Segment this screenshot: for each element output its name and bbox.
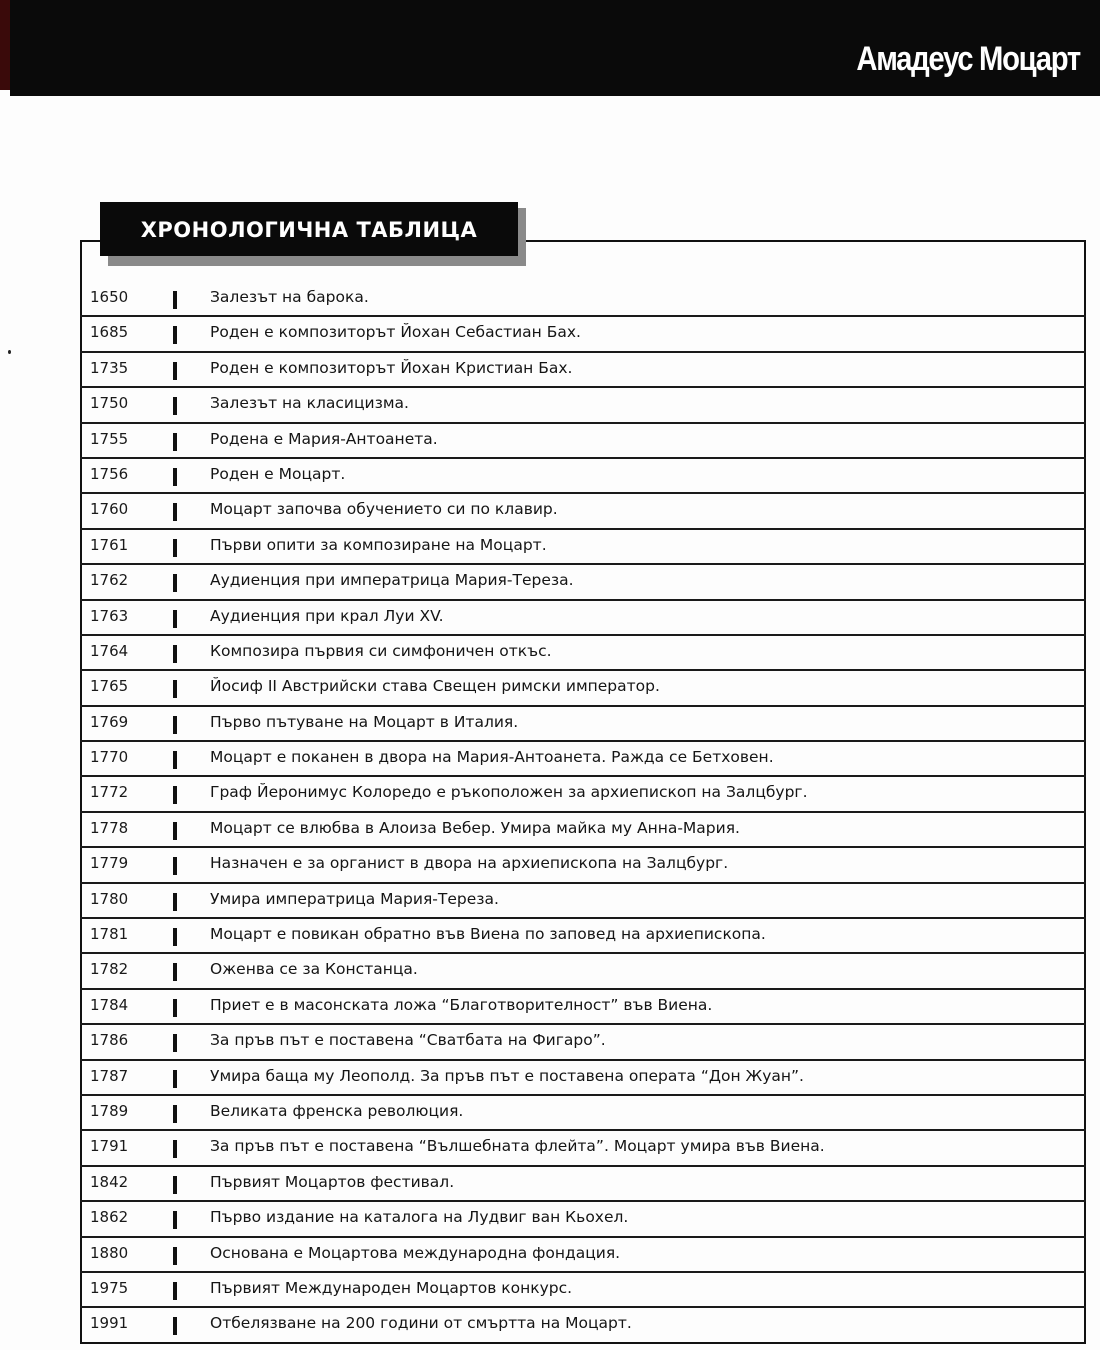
timeline-event: Отбелязване на 200 години от смъртта на Моцарт. <box>210 1314 632 1333</box>
timeline-year: 1765 <box>90 677 129 696</box>
separator-bar <box>173 1176 177 1194</box>
timeline-row <box>80 707 1086 742</box>
header-band-notch <box>0 90 10 96</box>
timeline-table <box>80 282 1086 1344</box>
timeline-year: 1781 <box>90 925 129 944</box>
timeline-row <box>80 954 1086 989</box>
section-title: ХРОНОЛОГИЧНА ТАБЛИЦА <box>100 202 518 256</box>
page-title: Амадеус Моцарт <box>856 40 1080 78</box>
timeline-row <box>80 884 1086 919</box>
timeline-year: 1991 <box>90 1314 129 1333</box>
separator-bar <box>173 291 177 309</box>
timeline-year: 1880 <box>90 1243 129 1262</box>
timeline-event: Залезът на класицизма. <box>210 394 409 413</box>
separator-bar <box>173 999 177 1017</box>
timeline-event: Моцарт е поканен в двора на Мария-Антоанета. Ражда се Бетховен. <box>210 748 774 767</box>
timeline-event: За пръв път е поставена “Сватбата на Фигаро”. <box>210 1031 606 1050</box>
separator-bar <box>173 680 177 698</box>
separator-bar <box>173 503 177 521</box>
timeline-year: 1789 <box>90 1101 129 1120</box>
timeline-row <box>80 459 1086 494</box>
timeline-event: Умира императрица Мария-Тереза. <box>210 889 499 908</box>
separator-bar <box>173 326 177 344</box>
timeline-event: Аудиенция при крал Луи XV. <box>210 606 444 625</box>
timeline-year: 1862 <box>90 1208 129 1227</box>
separator-bar <box>173 786 177 804</box>
timeline-event: Основана е Моцартова международна фондация. <box>210 1243 621 1262</box>
timeline-event: Моцарт започва обучението си по клавир. <box>210 500 558 519</box>
separator-bar <box>173 397 177 415</box>
timeline-event: Моцарт е повикан обратно във Виена по заповед на архиепископа. <box>210 925 766 944</box>
separator-bar <box>173 645 177 663</box>
timeline-row <box>80 1061 1086 1096</box>
timeline-year: 1750 <box>90 394 129 413</box>
timeline-row <box>80 1131 1086 1166</box>
timeline-row <box>80 919 1086 954</box>
timeline-year: 1772 <box>90 783 129 802</box>
timeline-year: 1975 <box>90 1278 129 1297</box>
timeline-row <box>80 1025 1086 1060</box>
timeline-event: Назначен е за органист в двора на архиепископа на Залцбург. <box>210 854 729 873</box>
separator-bar <box>173 822 177 840</box>
timeline-row <box>80 671 1086 706</box>
timeline-event: Първият Моцартов фестивал. <box>210 1172 455 1191</box>
separator-bar <box>173 1070 177 1088</box>
timeline-row <box>80 848 1086 883</box>
timeline-event: Великата френска революция. <box>210 1101 464 1120</box>
timeline-row <box>80 990 1086 1025</box>
timeline-year: 1778 <box>90 818 129 837</box>
header-band-edge <box>0 0 10 96</box>
separator-bar <box>173 928 177 946</box>
timeline-row <box>80 742 1086 777</box>
timeline-row <box>80 1238 1086 1273</box>
timeline-year: 1791 <box>90 1137 129 1156</box>
timeline-row <box>80 565 1086 600</box>
timeline-year: 1761 <box>90 535 129 554</box>
timeline-row <box>80 530 1086 565</box>
timeline-row <box>80 353 1086 388</box>
timeline-event: Умира баща му Леополд. За пръв път е поставена операта “Дон Жуан”. <box>210 1066 804 1085</box>
timeline-row <box>80 636 1086 671</box>
timeline-event: Първо пътуване на Моцарт в Италия. <box>210 712 519 731</box>
timeline-year: 1770 <box>90 748 129 767</box>
separator-bar <box>173 1282 177 1300</box>
timeline-year: 1762 <box>90 571 129 590</box>
timeline-year: 1756 <box>90 464 129 483</box>
separator-bar <box>173 468 177 486</box>
timeline-event: Роден е композиторът Йохан Кристиан Бах. <box>210 358 573 377</box>
timeline-event: Йосиф II Австрийски става Свещен римски император. <box>210 677 660 696</box>
timeline-event: Роден е композиторът Йохан Себастиан Бах. <box>210 323 581 342</box>
separator-bar <box>173 1140 177 1158</box>
timeline-year: 1787 <box>90 1066 129 1085</box>
timeline-event: Първо издание на каталога на Лудвиг ван Кьохел. <box>210 1208 629 1227</box>
timeline-event: Моцарт се влюбва в Алоиза Вебер. Умира майка му Анна-Мария. <box>210 818 740 837</box>
timeline-year: 1780 <box>90 889 129 908</box>
separator-bar <box>173 751 177 769</box>
timeline-year: 1755 <box>90 429 129 448</box>
timeline-event: Приет е в масонската ложа “Благотворителност” във Виена. <box>210 995 713 1014</box>
timeline-event: Композира първия си симфоничен откъс. <box>210 641 552 660</box>
timeline-event: Залезът на барока. <box>210 288 369 306</box>
timeline-event: Първи опити за композиране на Моцарт. <box>210 535 547 554</box>
timeline-year: 1782 <box>90 960 129 979</box>
timeline-row <box>80 494 1086 529</box>
timeline-event: Първият Международен Моцартов конкурс. <box>210 1278 573 1297</box>
timeline-year: 1769 <box>90 712 129 731</box>
timeline-row <box>80 601 1086 636</box>
timeline-row <box>80 282 1086 317</box>
timeline-year: 1842 <box>90 1172 129 1191</box>
timeline-row <box>80 1096 1086 1131</box>
separator-bar <box>173 574 177 592</box>
separator-bar <box>173 433 177 451</box>
timeline-row <box>80 777 1086 812</box>
separator-bar <box>173 857 177 875</box>
timeline-row <box>80 1167 1086 1202</box>
timeline-row <box>80 1202 1086 1237</box>
separator-bar <box>173 893 177 911</box>
separator-bar <box>173 1317 177 1335</box>
separator-bar <box>173 1105 177 1123</box>
separator-bar <box>173 1034 177 1052</box>
timeline-year: 1764 <box>90 641 129 660</box>
timeline-event: Роден е Моцарт. <box>210 464 346 483</box>
separator-bar <box>173 362 177 380</box>
timeline-year: 1650 <box>90 288 129 306</box>
timeline-row <box>80 1308 1086 1343</box>
timeline-row <box>80 424 1086 459</box>
timeline-event: Оженва се за Констанца. <box>210 960 418 979</box>
timeline-year: 1760 <box>90 500 129 519</box>
timeline-event: За пръв път е поставена “Вълшебната флейта”. Моцарт умира във Виена. <box>210 1137 825 1156</box>
timeline-event: Родена е Мария-Антоанета. <box>210 429 438 448</box>
separator-bar <box>173 963 177 981</box>
page-speck <box>8 350 11 354</box>
timeline-year: 1779 <box>90 854 129 873</box>
timeline-event: Граф Йеронимус Колоредо е ръкоположен за архиепископ на Залцбург. <box>210 783 808 802</box>
separator-bar <box>173 1211 177 1229</box>
separator-bar <box>173 716 177 734</box>
timeline-year: 1735 <box>90 358 129 377</box>
timeline-row <box>80 317 1086 352</box>
separator-bar <box>173 539 177 557</box>
timeline-year: 1784 <box>90 995 129 1014</box>
timeline-year: 1786 <box>90 1031 129 1050</box>
separator-bar <box>173 1247 177 1265</box>
timeline-row <box>80 388 1086 423</box>
separator-bar <box>173 610 177 628</box>
timeline-year: 1763 <box>90 606 129 625</box>
timeline-event: Аудиенция при императрица Мария-Тереза. <box>210 571 574 590</box>
timeline-row <box>80 813 1086 848</box>
timeline-row <box>80 1273 1086 1308</box>
timeline-year: 1685 <box>90 323 129 342</box>
